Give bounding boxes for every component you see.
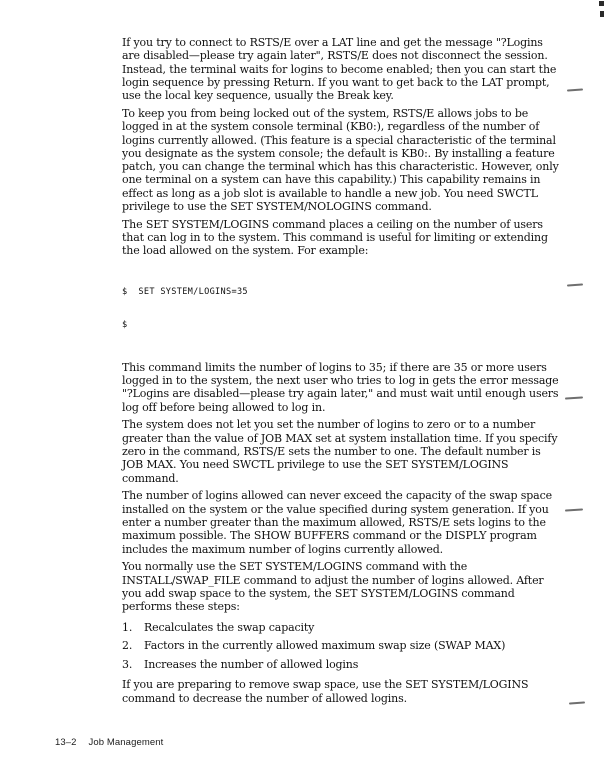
list-item bbox=[122, 658, 562, 671]
scan-artifact-dash bbox=[565, 508, 583, 511]
scan-artifact-corner bbox=[600, 11, 604, 17]
code-line-prompt: $ bbox=[122, 319, 128, 330]
page-body bbox=[122, 36, 562, 710]
scan-artifact-corner bbox=[599, 1, 604, 6]
list-item-number: 3. bbox=[122, 658, 133, 672]
list-item bbox=[122, 639, 562, 652]
list-item-number: 1. bbox=[122, 620, 133, 634]
code-example bbox=[122, 265, 562, 353]
paragraph-console-lockout: To keep you from being locked out of the system, RSTS/E allows jobs to be logged in at the system console terminal (KB0:), regardless of the number of logins currently allowed. (This feature is a special characteristic of the terminal you designate as the system console; the default is KB0:. By installing a feature patch, you can change the terminal which has this characteristic. However, only one terminal on a system can have this capability.) This capability remains in effect as long as a job slot is available to handle a new job. You need SWCTL privilege to use the SET SYSTEM/NOLOGINS command. bbox=[122, 106, 559, 214]
paragraph-lat-connect: If you try to connect to RSTS/E over a LAT line and get the message "?Logins are disabled—please try again later", RSTS/E does not disconnect the session. Instead, the terminal waits for logins to become enabled; then you can start the login sequence by pressing Return. If you want to get back to the LAT prompt, use the local key sequence, usually the Break key. bbox=[122, 36, 557, 103]
numbered-list bbox=[122, 621, 562, 672]
scan-artifact-dash bbox=[567, 88, 583, 91]
list-item bbox=[122, 621, 562, 634]
code-line-command: $ SET SYSTEM/LOGINS=35 bbox=[122, 286, 248, 297]
list-item-text: Increases the number of allowed logins bbox=[144, 658, 359, 672]
list-item-text: Factors in the currently allowed maximum swap size (SWAP MAX) bbox=[144, 639, 506, 653]
paragraph-swap-capacity: The number of logins allowed can never exceed the capacity of the swap space installed on the system or the value specified during system generation. If you enter a number greater than the maximum allowed, RSTS/E sets logins to the maximum possible. The SHOW BUFFERS command or the DISPLY program includes the maximum number of logins currently allowed. bbox=[122, 489, 552, 556]
paragraph-install-swap-file: You normally use the SET SYSTEM/LOGINS command with the INSTALL/SWAP_FILE command to adjust the number of logins allowed. After you add swap space to the system, the SET SYSTEM/LOGINS command performs these steps: bbox=[122, 560, 544, 614]
paragraph-job-max: The system does not let you set the number of logins to zero or to a number greater than the value of JOB MAX set at system installation time. If you specify zero in the command, RSTS/E sets the number to one. The default number is JOB MAX. You need SWCTL privilege to use the SET SYSTEM/LOGINS command. bbox=[122, 418, 558, 485]
scan-artifact-dash bbox=[565, 396, 583, 399]
list-item-number: 2. bbox=[122, 639, 133, 653]
scan-artifact-dash bbox=[567, 283, 583, 286]
scan-artifact-dash bbox=[569, 701, 585, 704]
paragraph-remove-swap: If you are preparing to remove swap space, use the SET SYSTEM/LOGINS command to decrease the number of allowed logins. bbox=[122, 678, 529, 705]
page-footer bbox=[55, 737, 163, 748]
footer-section-title: Job Management bbox=[88, 737, 164, 748]
paragraph-limit-35: This command limits the number of logins to 35; if there are 35 or more users logged in to the system, the next user who tries to log in gets the error message "?Logins are disabled—please try again later," and must wait until enough users log off before being allowed to log in. bbox=[122, 360, 559, 414]
paragraph-logins-ceiling: The SET SYSTEM/LOGINS command places a ceiling on the number of users that can log in to the system. This command is useful for limiting or extending the load allowed on the system. For example: bbox=[122, 217, 548, 258]
list-item-text: Recalculates the swap capacity bbox=[144, 620, 315, 634]
page-number: 13–2 bbox=[55, 737, 77, 748]
